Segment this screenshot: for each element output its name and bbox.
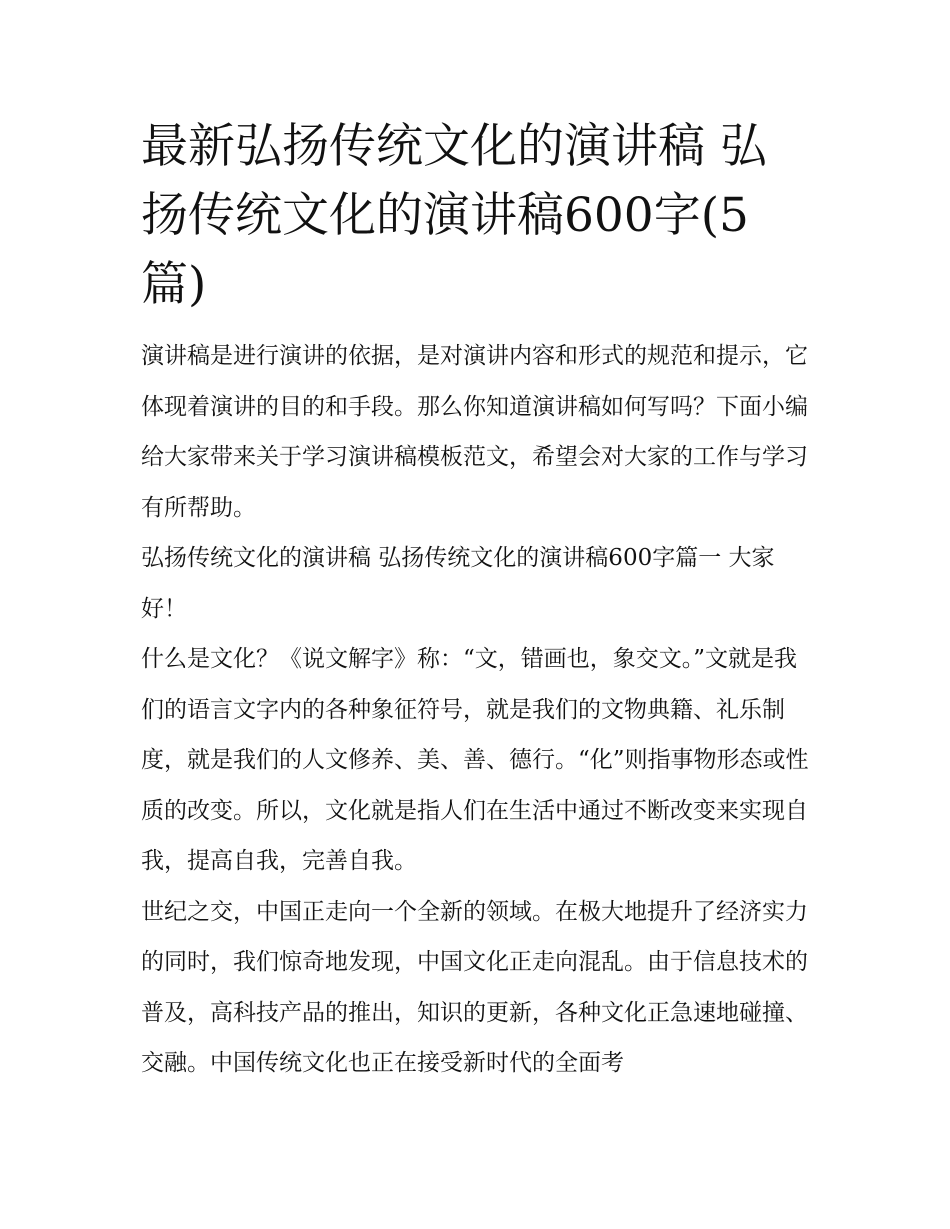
- paragraph-section-heading: 弘扬传统文化的演讲稿 弘扬传统文化的演讲稿600字篇一 大家好！: [141, 545, 775, 622]
- document-page: [141, 112, 813, 1089]
- paragraph-intro: 演讲稿是进行演讲的依据，是对演讲内容和形式的规范和提示，它体现着演讲的目的和手段。那么你知道演讲稿如何写吗？下面小编给大家带来关于学习演讲稿模板范文，希望会对大家的工作与学习有所帮助。: [141, 343, 808, 521]
- paragraph-what-is-culture: 什么是文化？《说文解字》称：“文，错画也，象交文。”文就是我们的语言文字内的各种象征符号，就是我们的文物典籍、礼乐制度，就是我们的人文修养、美、善、德行。“化”则指事物形态或性质的改变。所以，文化就是指人们在生活中通过不断改变来实现自我，提高自我，完善自我。: [141, 646, 809, 874]
- paragraph-turn-of-century: 世纪之交，中国正走向一个全新的领域。在极大地提升了经济实力的同时，我们惊奇地发现，中国文化正走向混乱。由于信息技术的普及，高科技产品的推出，知识的更新，各种文化正急速地碰撞、交融。中国传统文化也正在接受新时代的全面考: [141, 898, 808, 1076]
- document-title: 最新弘扬传统文化的演讲稿 弘扬传统文化的演讲稿600字(5篇): [141, 119, 767, 312]
